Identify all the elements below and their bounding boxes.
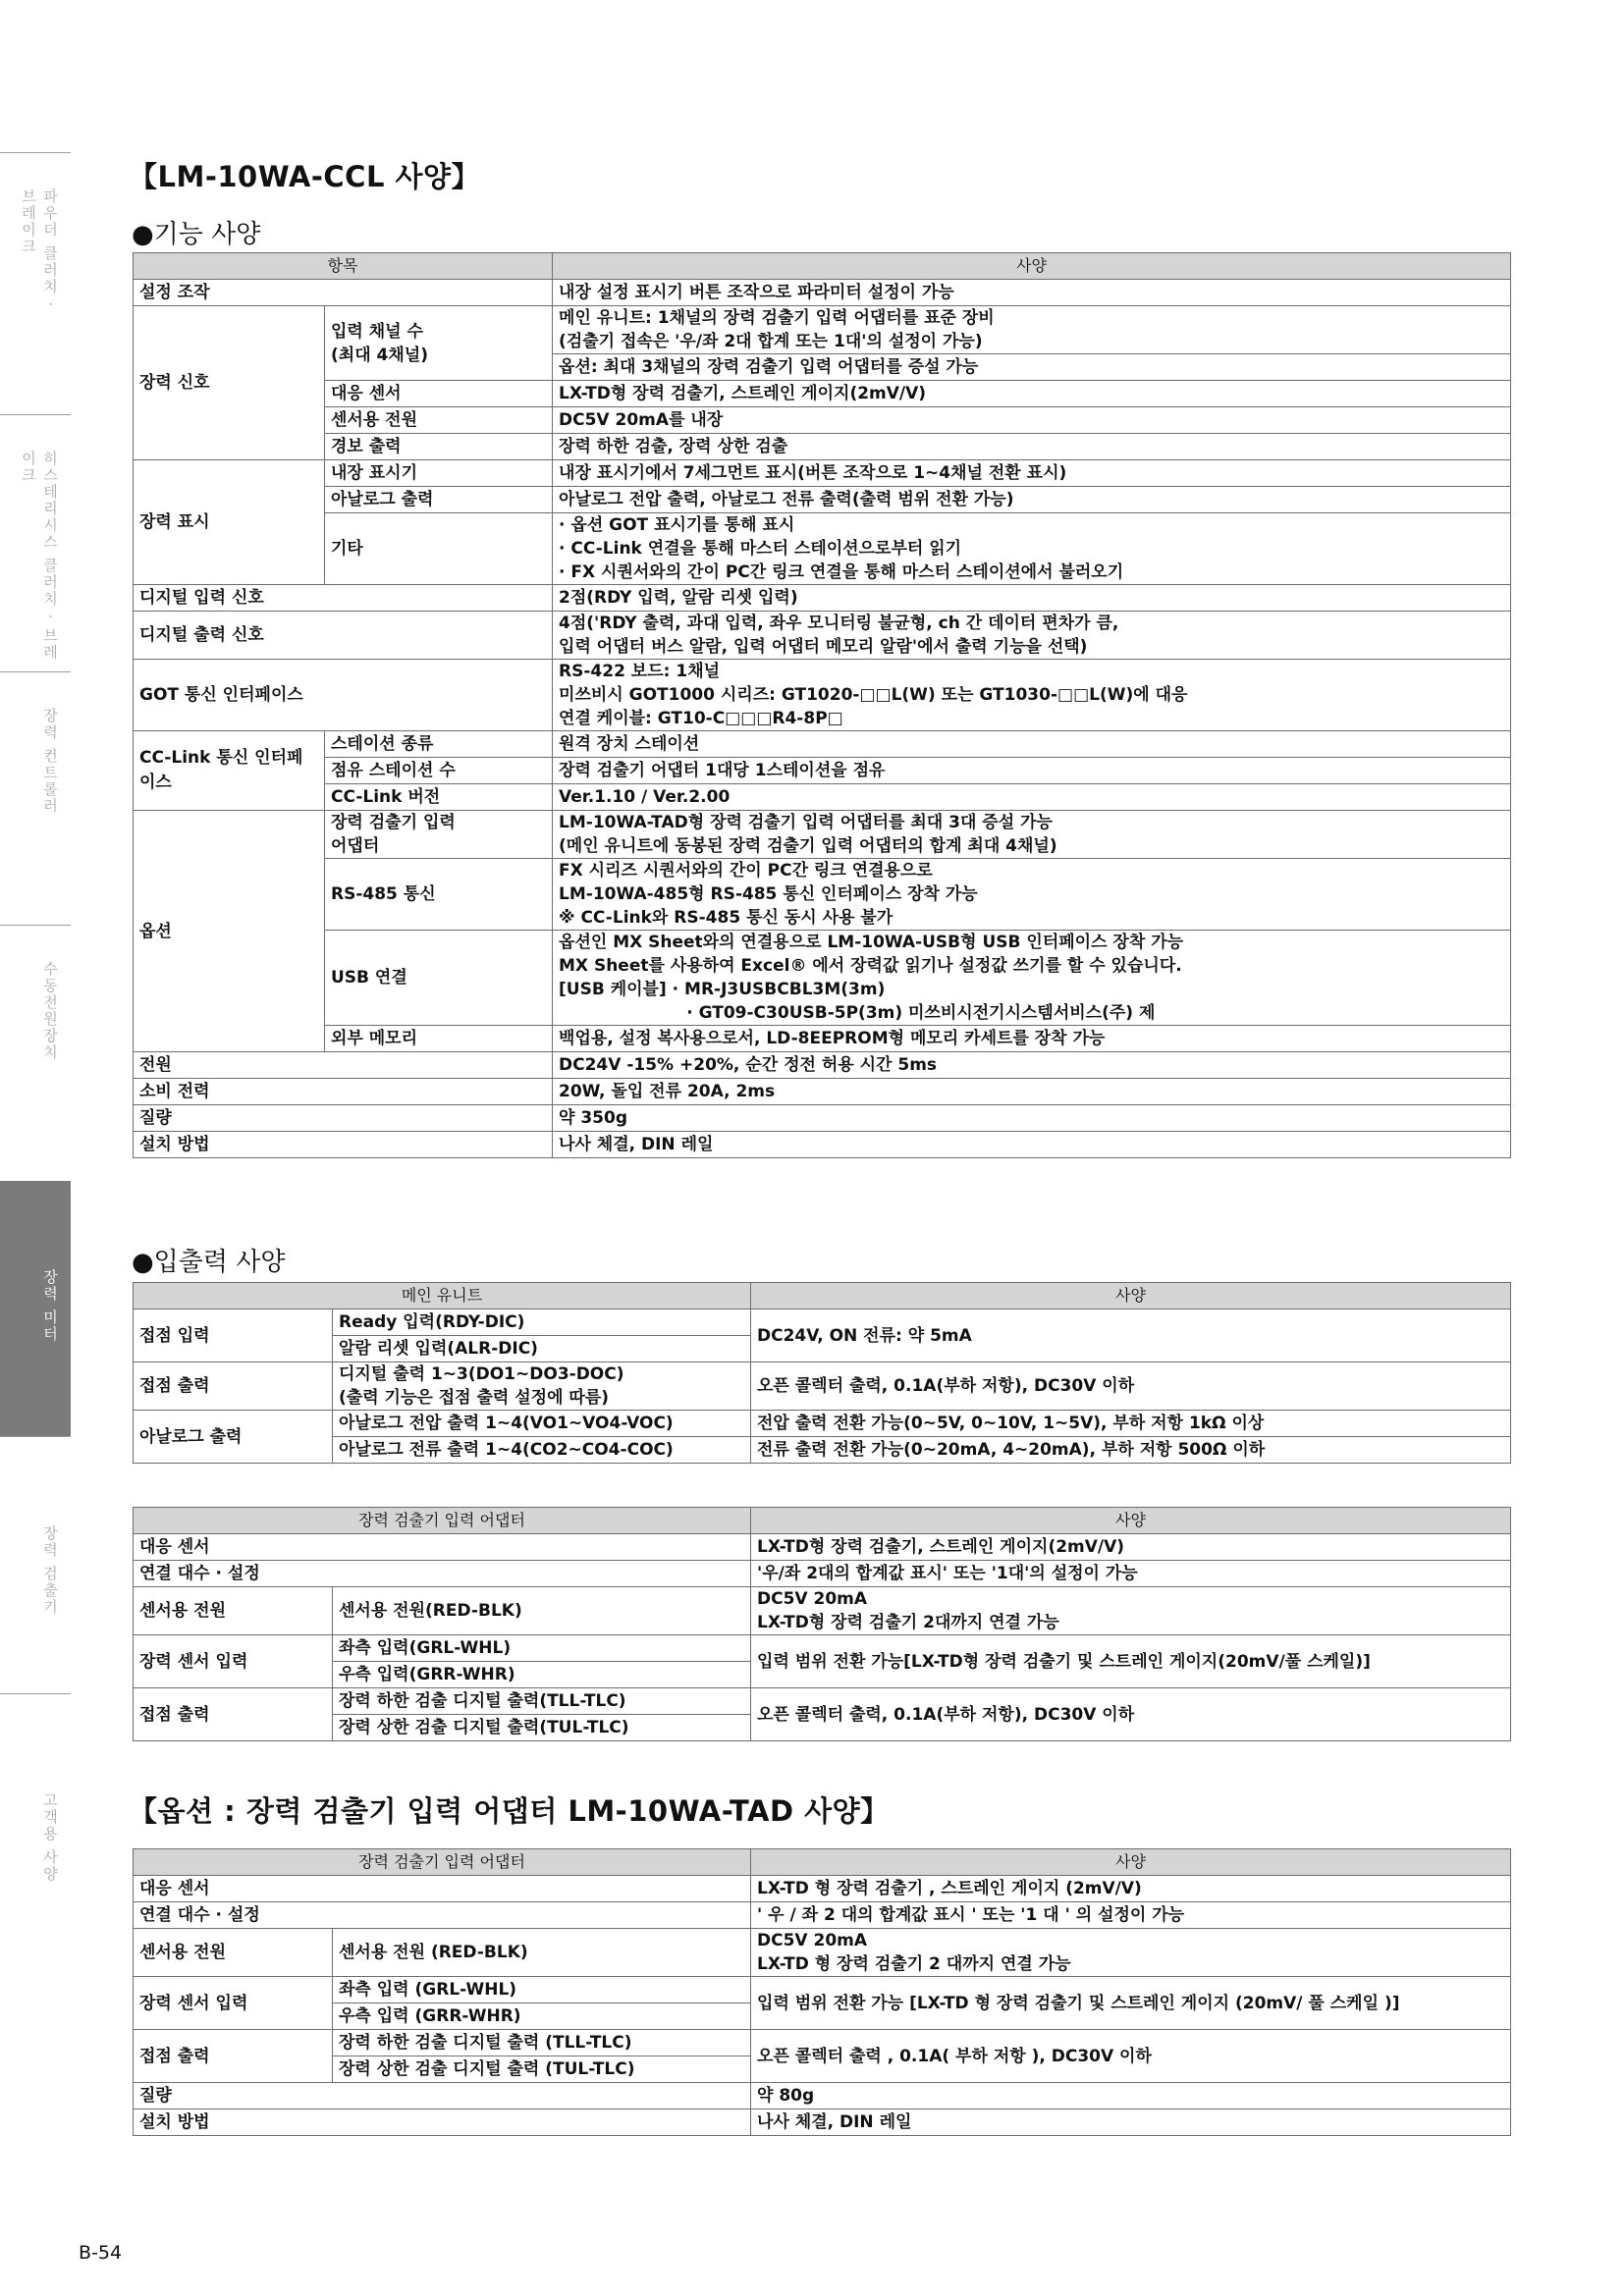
row-label: GOT 통신 인터페이스 (134, 660, 553, 731)
table-row (134, 1876, 1511, 1902)
row-label: 장력 센서 입력 (134, 1977, 333, 2030)
sub-label-line: 어댑터 (331, 836, 380, 856)
table-row (134, 280, 1511, 306)
spec-line: DC5V 20mA (757, 1931, 868, 1950)
spec-line: MX Sheet를 사용하여 Excel® 에서 장력값 읽기나 설정값 쓰기를 할 수 있습니다. (559, 956, 1182, 976)
spec-line: LX-TD형 장력 검출기, 스트레인 게이지(2mV/V) (757, 1537, 1125, 1557)
spec-line: ' 우 / 좌 2 대의 합계값 표시 ' 또는 '1 대 ' 의 설정이 가능 (757, 1905, 1185, 1925)
sub-label: 아날로그 전압 출력 1~4(VO1~VO4-VOC) (333, 1411, 751, 1437)
sub-label: 우측 입력 (GRR-WHR) (333, 2003, 751, 2030)
spec-line: 4점('RDY 출력, 과대 입력, 좌우 모니터링 불균형, ch 간 데이터 편차가 큼, (559, 614, 1119, 633)
row-label: 센서용 전원 (134, 1929, 333, 1977)
row-label: 설정 조작 (134, 280, 553, 306)
sub-label-line: (최대 4채널) (331, 345, 428, 365)
spec-cell (751, 1587, 1511, 1635)
sub-label (325, 811, 553, 859)
table-row (134, 1688, 1511, 1715)
spec-cell (553, 513, 1511, 585)
spec-line: · 옵션 GOT 표시기를 통해 표시 (559, 515, 795, 535)
sidebar-tab-power[interactable] (0, 925, 71, 1180)
spec-cell (553, 1026, 1511, 1052)
sub-label: 내장 표시기 (325, 460, 553, 487)
spec-cell (751, 1437, 1511, 1464)
table-row (134, 859, 1511, 931)
table-row (134, 758, 1511, 784)
spec-cell (553, 758, 1511, 784)
sub-label-line: (출력 기능은 접점 출력 설정에 따름) (339, 1388, 610, 1408)
spec-line: LX-TD형 장력 검출기, 스트레인 게이지(2mV/V) (559, 384, 927, 403)
spec-line: 장력 검출기 어댑터 1대당 1스테이션을 점유 (559, 761, 886, 780)
spec-cell (553, 1079, 1511, 1105)
table-row (134, 487, 1511, 513)
spec-line: 입력 어댑터 버스 알람, 입력 어댑터 메모리 알람'에서 출력 기능을 선택) (559, 637, 1088, 657)
section-heading-function: ●기능 사양 (132, 220, 261, 249)
spec-cell (553, 280, 1511, 306)
sub-label: 좌측 입력 (GRL-WHL) (333, 1977, 751, 2003)
table-row (134, 407, 1511, 434)
column-header: 장력 검출기 입력 어댑터 (134, 1849, 751, 1876)
spec-cell (553, 1052, 1511, 1079)
table-row (134, 660, 1511, 731)
table-row (134, 1411, 1511, 1437)
spec-cell (751, 2083, 1511, 2109)
row-label: 소비 전력 (134, 1079, 553, 1105)
spec-cell (553, 1105, 1511, 1132)
row-label: 질량 (134, 2083, 751, 2109)
table-row (134, 1132, 1511, 1158)
page-number: B-54 (79, 2242, 123, 2264)
table-row (134, 2109, 1511, 2136)
spec-line: 연결 케이블: GT10-C□□□R4-8P□ (559, 709, 843, 728)
spec-line: LX-TD 형 장력 검출기 2 대까지 연결 가능 (757, 1954, 1071, 1974)
spec-line: 내장 표시기에서 7세그먼트 표시(버튼 조작으로 1~4채널 전환 표시) (559, 463, 1067, 483)
table-row (134, 434, 1511, 460)
spec-line: Ver.1.10 / Ver.2.00 (559, 787, 731, 807)
sub-label: 장력 하한 검출 디지털 출력 (TLL-TLC) (333, 2030, 751, 2056)
spec-line: 오픈 콜렉터 출력, 0.1A(부하 저항), DC30V 이하 (757, 1376, 1135, 1396)
sub-label: 외부 메모리 (325, 1026, 553, 1052)
sidebar-tab-detector[interactable] (0, 1436, 71, 1693)
io-adapter-table (133, 1507, 1511, 1741)
spec-cell (553, 1132, 1511, 1158)
table-row (134, 731, 1511, 758)
page-title: 【LM-10WA-CCL 사양】 (129, 160, 481, 193)
table-row (134, 1977, 1511, 2003)
spec-line: 20W, 돌입 전류 20A, 2ms (559, 1082, 776, 1101)
table-header-row (134, 1508, 1511, 1534)
section-heading-io: ●입출력 사양 (132, 1248, 286, 1277)
table-row (134, 1635, 1511, 1662)
spec-line: 전압 출력 전환 가능(0~5V, 0~10V, 1~5V), 부하 저항 1kΩ 이상 (757, 1414, 1265, 1433)
row-label: 설치 방법 (134, 1132, 553, 1158)
sub-label-line: 디지털 출력 1~3(DO1~DO3-DOC) (339, 1364, 624, 1384)
spec-line: 약 350g (559, 1108, 628, 1128)
spec-cell (751, 1534, 1511, 1561)
table-header-row (134, 1283, 1511, 1309)
sub-label-line: 장력 검출기 입력 (331, 813, 456, 832)
spec-cell (553, 859, 1511, 931)
spec-cell (751, 1635, 1511, 1688)
row-label: 장력 표시 (134, 460, 325, 585)
column-header: 사양 (751, 1849, 1511, 1876)
io-main-unit-table (133, 1282, 1511, 1464)
spec-line: 나사 체결, DIN 레일 (757, 2112, 912, 2132)
sub-label: CC-Link 버전 (325, 784, 553, 811)
spec-line: 백업용, 설정 복사용으로서, LD-8EEPROM형 메모리 카세트를 장착 가능 (559, 1029, 1106, 1048)
sidebar-tab-label: 장력 미터 (41, 1269, 59, 1343)
table-row (134, 381, 1511, 407)
spec-line: 아날로그 전압 출력, 아날로그 전류 출력(출력 범위 전환 가능) (559, 490, 1014, 509)
spec-line: 오픈 콜렉터 출력 , 0.1A( 부하 저항 ), DC30V 이하 (757, 2046, 1152, 2066)
option-adapter-table (133, 1848, 1511, 2136)
row-label: 장력 센서 입력 (134, 1635, 333, 1688)
row-label: 질량 (134, 1105, 553, 1132)
spec-line: 2점(RDY 입력, 알람 리셋 입력) (559, 588, 798, 608)
spec-line: '우/좌 2대의 합계값 표시' 또는 '1대'의 설정이 가능 (757, 1564, 1138, 1583)
table-row (134, 931, 1511, 1026)
sidebar-tab-label: 파우더 클러치 · 브레이크 (20, 188, 59, 309)
sidebar-tab-custom[interactable] (0, 1693, 71, 1953)
spec-line: ※ CC-Link와 RS-485 통신 동시 사용 불가 (559, 908, 893, 928)
table-row (134, 1105, 1511, 1132)
column-header: 항목 (134, 253, 553, 280)
spec-cell (751, 2030, 1511, 2083)
spec-cell (553, 784, 1511, 811)
spec-cell (553, 407, 1511, 434)
table-row (134, 1052, 1511, 1079)
spec-line: · FX 시퀀서와의 간이 PC간 링크 연결을 통해 마스터 스테이션에서 불러오기 (559, 562, 1124, 582)
sub-label: 아날로그 출력 (325, 487, 553, 513)
sidebar-tab-tension-meter[interactable] (0, 1181, 71, 1436)
table-row (134, 1309, 1511, 1336)
spec-line: DC24V, ON 전류: 약 5mA (757, 1325, 972, 1346)
spec-line: 장력 하한 검출, 장력 상한 검출 (559, 437, 788, 456)
sub-label: 센서용 전원 (RED-BLK) (333, 1929, 751, 1977)
table-row (134, 612, 1511, 660)
row-label: 대응 센서 (134, 1876, 751, 1902)
sub-label: 기타 (325, 513, 553, 585)
spec-cell (751, 1561, 1511, 1587)
table-row (134, 306, 1511, 354)
column-header: 사양 (751, 1508, 1511, 1534)
spec-cell (553, 585, 1511, 612)
spec-cell (553, 811, 1511, 859)
spec-line: 옵션인 MX Sheet와의 연결용으로 LM-10WA-USB형 USB 인터페이스 장착 가능 (559, 933, 1184, 952)
sidebar-tab-hysteresis[interactable] (0, 414, 71, 671)
row-label: 접점 출력 (134, 1688, 333, 1741)
spec-cell (553, 306, 1511, 354)
row-label: 접점 출력 (134, 1362, 333, 1411)
column-header: 장력 검출기 입력 어댑터 (134, 1508, 751, 1534)
row-label: 디지털 출력 신호 (134, 612, 553, 660)
sidebar-tab-label: 장력 검출기 (41, 1525, 59, 1616)
table-row (134, 811, 1511, 859)
table-row (134, 585, 1511, 612)
sub-label: 점유 스테이션 수 (325, 758, 553, 784)
table-header-row (134, 1849, 1511, 1876)
spec-line: 전류 출력 전환 가능(0~20mA, 4~20mA), 부하 저항 500Ω 이하 (757, 1440, 1266, 1460)
sub-label (333, 1362, 751, 1411)
sidebar-tab-label: 장력 컨트롤러 (41, 708, 59, 815)
spec-line: 내장 설정 표시기 버튼 조작으로 파라미터 설정이 가능 (559, 283, 954, 302)
sub-label: 좌측 입력(GRL-WHL) (333, 1635, 751, 1662)
table-row (134, 1561, 1511, 1587)
table-row (134, 1587, 1511, 1635)
sub-label: Ready 입력(RDY-DIC) (333, 1309, 751, 1336)
spec-line: LX-TD 형 장력 검출기 , 스트레인 게이지 (2mV/V) (757, 1879, 1142, 1898)
spec-line: LM-10WA-TAD형 장력 검출기 입력 어댑터를 최대 3대 증설 가능 (559, 813, 1053, 832)
sub-label: 센서용 전원(RED-BLK) (333, 1587, 751, 1635)
row-label: 대응 센서 (134, 1534, 751, 1561)
row-label: 연결 대수 · 설정 (134, 1902, 751, 1929)
spec-line: LM-10WA-485형 RS-485 통신 인터페이스 장착 가능 (559, 884, 978, 904)
table-header-row (134, 253, 1511, 280)
option-title: 【옵션 : 장력 검출기 입력 어댑터 LM-10WA-TAD 사양】 (129, 1794, 890, 1828)
column-header: 사양 (751, 1283, 1511, 1309)
table-row (134, 513, 1511, 585)
sub-label: 경보 출력 (325, 434, 553, 460)
spec-line: 원격 장치 스테이션 (559, 734, 700, 754)
row-label: 접점 입력 (134, 1309, 333, 1362)
sidebar-tab-label: 수동전원장치 (41, 961, 59, 1061)
sub-label (325, 306, 553, 381)
table-row (134, 1362, 1511, 1411)
spec-cell (553, 660, 1511, 731)
spec-cell (751, 1362, 1511, 1411)
row-label: 장력 신호 (134, 306, 325, 460)
sub-label: 우측 입력(GRR-WHR) (333, 1662, 751, 1688)
spec-cell (751, 1876, 1511, 1902)
row-label: CC-Link 통신 인터페이스 (134, 731, 325, 811)
spec-cell (751, 1929, 1511, 1977)
spec-cell (751, 1688, 1511, 1741)
row-label: 센서용 전원 (134, 1587, 333, 1635)
sub-label: 센서용 전원 (325, 407, 553, 434)
table-row (134, 1079, 1511, 1105)
sidebar-tab-controller[interactable] (0, 671, 71, 925)
row-label: 옵션 (134, 811, 325, 1052)
spec-line: DC5V 20mA (757, 1589, 868, 1609)
sidebar-tab-powder[interactable] (0, 152, 71, 313)
row-label: 디지털 입력 신호 (134, 585, 553, 612)
column-header: 메인 유니트 (134, 1283, 751, 1309)
table-row (134, 460, 1511, 487)
sub-label: 아날로그 전류 출력 1~4(CO2~CO4-COC) (333, 1437, 751, 1464)
spec-cell (553, 381, 1511, 407)
spec-line: 오픈 콜렉터 출력, 0.1A(부하 저항), DC30V 이하 (757, 1704, 1135, 1725)
sub-label: 대응 센서 (325, 381, 553, 407)
spec-cell (553, 612, 1511, 660)
sub-label: 장력 하한 검출 디지털 출력(TLL-TLC) (333, 1688, 751, 1715)
spec-cell (751, 1977, 1511, 2030)
row-label: 아날로그 출력 (134, 1411, 333, 1464)
table-row (134, 1437, 1511, 1464)
sidebar-tab-label: 고객용 사양 (41, 1792, 59, 1883)
spec-cell (553, 931, 1511, 1026)
spec-cell (751, 1309, 1511, 1362)
row-label: 접점 출력 (134, 2030, 333, 2083)
spec-line: (메인 유니트에 동봉된 장력 검출기 입력 어댑터의 합계 최대 4채널) (559, 836, 1057, 856)
spec-line: 나사 체결, DIN 레일 (559, 1135, 714, 1154)
spec-line: · GT09-C30USB-5P(3m) 미쓰비시전기시스템서비스(주) 제 (559, 1003, 1156, 1023)
function-spec-table (133, 252, 1511, 1158)
sub-label: 장력 상한 검출 디지털 출력 (TUL-TLC) (333, 2056, 751, 2083)
spec-cell (751, 1411, 1511, 1437)
sub-label: USB 연결 (325, 931, 553, 1026)
sidebar-tab-label: 히스테리시스 클러치 · 브레이크 (20, 451, 59, 662)
spec-line: 입력 범위 전환 가능[LX-TD형 장력 검출기 및 스트레인 게이지(20mV/풀 스케일)] (757, 1651, 1371, 1672)
spec-line: 메인 유니트: 1채널의 장력 검출기 입력 어댑터를 표준 장비 (559, 308, 995, 328)
row-label: 전원 (134, 1052, 553, 1079)
table-row (134, 1534, 1511, 1561)
spec-cell (751, 2109, 1511, 2136)
table-row (134, 1929, 1511, 1977)
sub-label: RS-485 통신 (325, 859, 553, 931)
table-row (134, 2083, 1511, 2109)
sub-label: 장력 상한 검출 디지털 출력(TUL-TLC) (333, 1715, 751, 1741)
spec-cell (553, 731, 1511, 758)
spec-cell (553, 487, 1511, 513)
sub-label-line: 입력 채널 수 (331, 321, 423, 342)
row-label: 연결 대수 · 설정 (134, 1561, 751, 1587)
sub-label: 스테이션 종류 (325, 731, 553, 758)
spec-line: RS-422 보드: 1채널 (559, 662, 721, 681)
spec-cell (553, 354, 1511, 381)
spec-line: DC5V 20mA를 내장 (559, 410, 724, 430)
spec-line: · CC-Link 연결을 통해 마스터 스테이션으로부터 읽기 (559, 539, 962, 559)
spec-line: 입력 범위 전환 가능 [LX-TD 형 장력 검출기 및 스트레인 게이지 (20mV/ 풀 스케일 )] (757, 1993, 1400, 2013)
spec-line: FX 시리즈 시퀀서와의 간이 PC간 링크 연결용으로 (559, 861, 933, 881)
spec-line: 약 80g (757, 2086, 815, 2106)
row-label: 설치 방법 (134, 2109, 751, 2136)
spec-cell (553, 434, 1511, 460)
spec-line: 미쓰비시 GOT1000 시리즈: GT1020-□□L(W) 또는 GT1030-□□L(W)에 대응 (559, 685, 1188, 705)
table-row (134, 1902, 1511, 1929)
sub-label: 알람 리셋 입력(ALR-DIC) (333, 1336, 751, 1362)
column-header: 사양 (553, 253, 1511, 280)
spec-line: LX-TD형 장력 검출기 2대까지 연결 가능 (757, 1613, 1059, 1632)
spec-line: DC24V -15% +20%, 순간 정전 허용 시간 5ms (559, 1055, 938, 1075)
spec-line: (검출기 접속은 '우/좌 2대 합계 또는 1대'의 설정이 가능) (559, 332, 983, 351)
table-row (134, 784, 1511, 811)
spec-line: [USB 케이블] · MR-J3USBCBL3M(3m) (559, 980, 886, 999)
spec-line: 옵션: 최대 3채널의 장력 검출기 입력 어댑터를 증설 가능 (559, 357, 979, 377)
table-row (134, 2030, 1511, 2056)
spec-cell (553, 460, 1511, 487)
table-row (134, 1026, 1511, 1052)
spec-cell (751, 1902, 1511, 1929)
